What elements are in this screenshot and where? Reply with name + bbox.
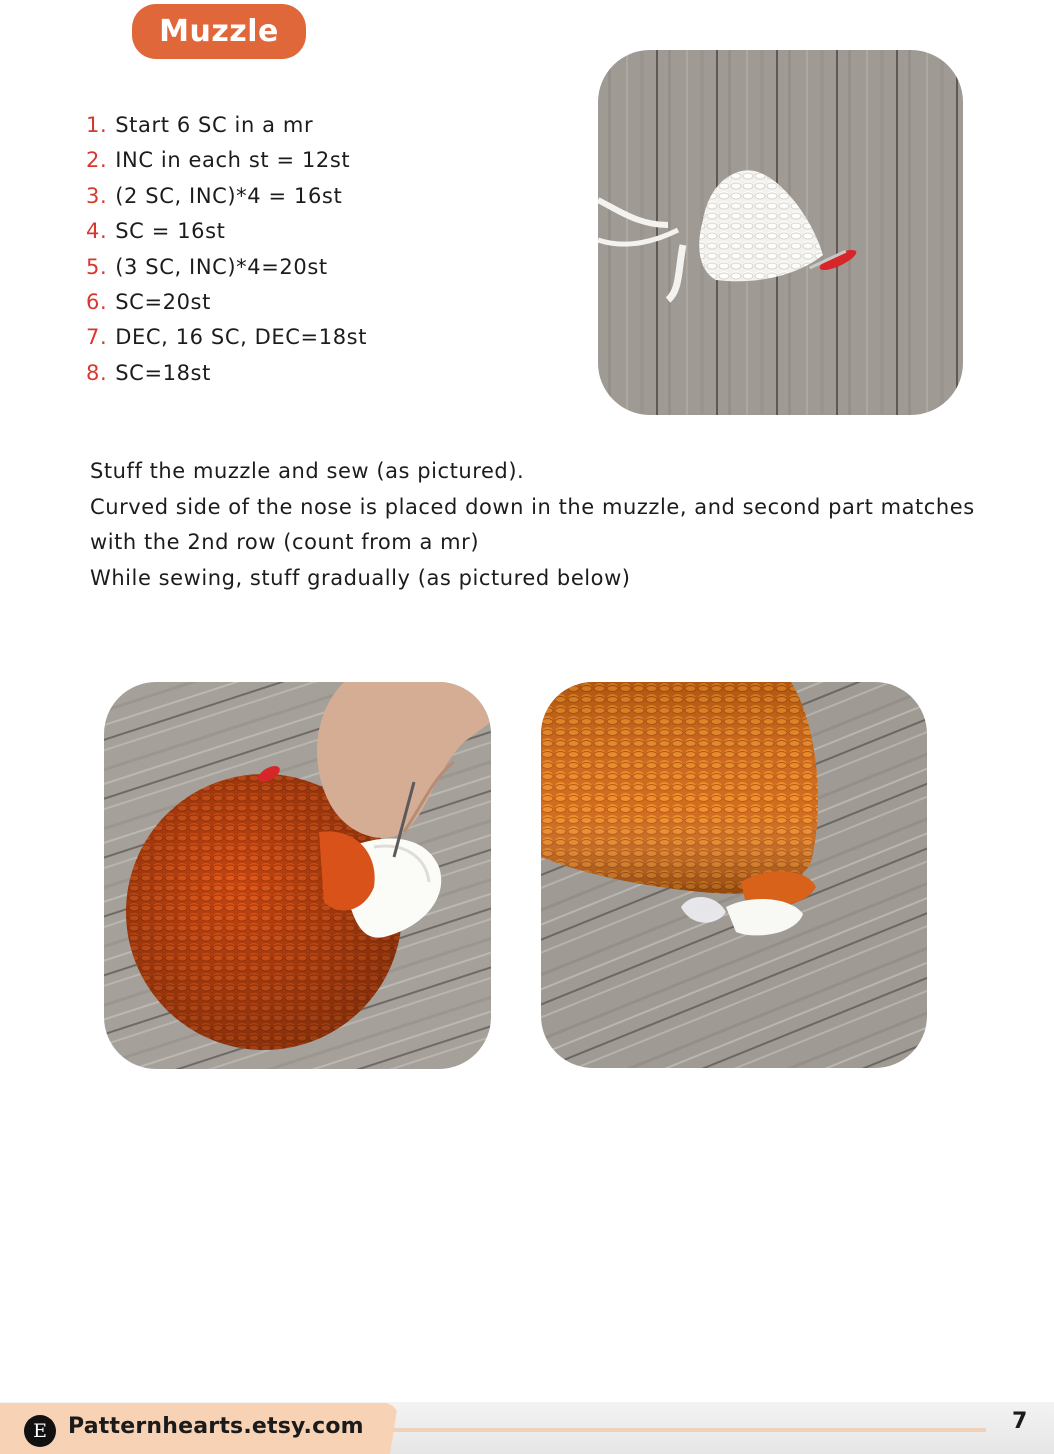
list-item (86, 285, 367, 320)
sewn-muzzle-photo (541, 682, 927, 1068)
instruction-paragraph: Curved side of the nose is placed down in the muzzle, and second part matches with the 2nd row (count from a mr) (90, 494, 975, 554)
step-number: 7. (86, 325, 108, 350)
page-number: 7 (1012, 1409, 1028, 1434)
step-text: SC = 16st (115, 219, 226, 244)
muzzle-photo (598, 50, 963, 415)
section-title-badge (132, 4, 306, 59)
list-item (86, 143, 367, 178)
sewing-instructions (90, 454, 1000, 596)
list-item (86, 320, 367, 355)
step-number: 6. (86, 289, 108, 314)
step-text: DEC, 16 SC, DEC=18st (115, 325, 368, 350)
step-number: 2. (86, 148, 108, 173)
list-item (86, 214, 367, 249)
step-number: 3. (86, 183, 108, 208)
list-item (86, 250, 367, 285)
list-item (86, 108, 367, 143)
footer-site-link[interactable]: Patternhearts.etsy.com (68, 1414, 364, 1439)
sewing-photo (104, 682, 491, 1069)
step-number: 5. (86, 254, 108, 279)
list-item (86, 356, 367, 391)
etsy-logo-letter: E (33, 1420, 47, 1442)
step-number: 8. (86, 360, 108, 385)
list-item (86, 179, 367, 214)
step-text: INC in each st = 12st (115, 148, 351, 173)
step-text: SC=18st (115, 360, 211, 385)
etsy-logo-icon (24, 1415, 56, 1447)
step-text: SC=20st (115, 289, 211, 314)
step-text: Start 6 SC in a mr (115, 113, 314, 137)
step-number: 1. (86, 113, 108, 137)
step-number: 4. (86, 219, 108, 244)
row-instructions-list (86, 108, 367, 391)
instruction-paragraph: Stuff the muzzle and sew (as pictured). (90, 459, 525, 483)
instruction-paragraph: While sewing, stuff gradually (as pictured below) (90, 565, 631, 590)
section-title: Muzzle (159, 14, 279, 49)
step-text: (2 SC, INC)*4 = 16st (115, 183, 343, 208)
footer-divider (392, 1428, 986, 1432)
step-text: (3 SC, INC)*4=20st (115, 254, 328, 279)
